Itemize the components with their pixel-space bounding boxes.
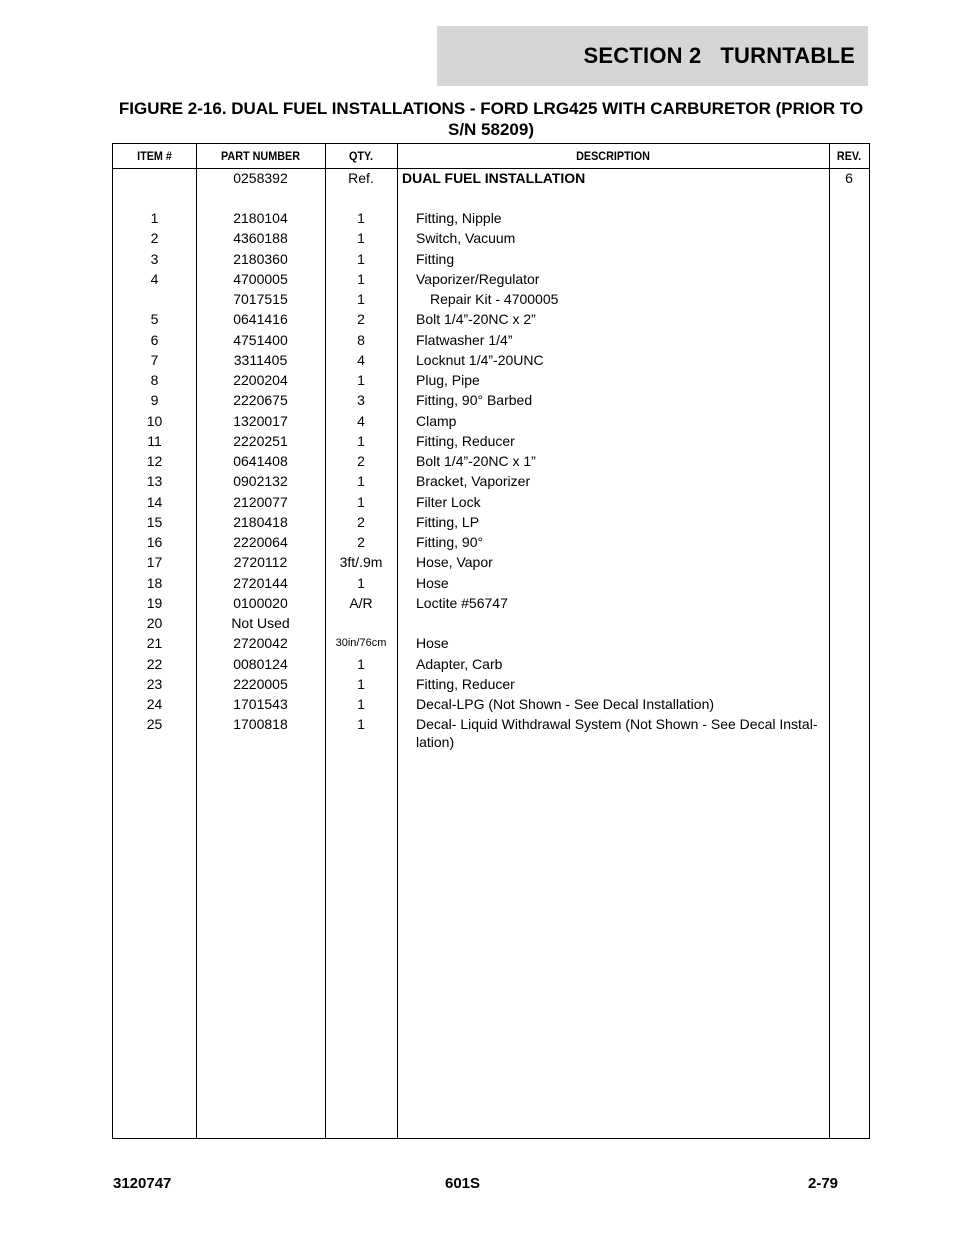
item-number-cell: 8 bbox=[150, 372, 159, 388]
part-number-cell: 2120077 bbox=[233, 493, 288, 510]
quantity-cell: 1 bbox=[357, 493, 365, 510]
quantity-cell: 30in/76cm bbox=[335, 637, 387, 650]
part-number-cell: 2220064 bbox=[233, 534, 288, 550]
quantity-cell: 2 bbox=[357, 513, 365, 530]
item-number-cell: 18 bbox=[146, 574, 163, 591]
part-number-cell: 2200204 bbox=[233, 372, 288, 388]
description-cell: Fitting, Nipple bbox=[416, 210, 502, 226]
item-number-cell: 2 bbox=[150, 230, 159, 247]
item-number-cell: 4 bbox=[150, 270, 159, 287]
item-number-cell: 7 bbox=[150, 351, 159, 368]
item-number-cell: 12 bbox=[146, 453, 163, 469]
part-number-cell: 3311405 bbox=[233, 351, 288, 368]
quantity-cell: 1 bbox=[357, 250, 365, 267]
header-qty: QTY. bbox=[348, 149, 373, 163]
description-cell: Fitting, Reducer bbox=[416, 675, 515, 692]
part-number-cell: 4700005 bbox=[233, 270, 288, 287]
item-number-cell: 22 bbox=[146, 655, 163, 672]
footer-model: 601S bbox=[445, 1175, 481, 1192]
description-cell: Clamp bbox=[416, 412, 457, 429]
figure-title-line-2: S/N 58209) bbox=[448, 120, 534, 139]
description-cell: Decal- Liquid Withdrawal System (Not Shown - See Decal Instal-lation) bbox=[416, 716, 818, 751]
description-cell: Bolt 1/4”-20NC x 1” bbox=[416, 453, 536, 469]
quantity-cell: 4 bbox=[357, 351, 365, 368]
header-rev: REV. bbox=[836, 149, 862, 163]
description-cell: Bolt 1/4”-20NC x 2” bbox=[416, 311, 536, 328]
quantity-cell: 1 bbox=[357, 574, 365, 591]
item-number-cell: 25 bbox=[146, 716, 163, 733]
description-cell: Switch, Vacuum bbox=[416, 230, 516, 247]
description-cell: Plug, Pipe bbox=[416, 372, 480, 388]
item-number-cell: 17 bbox=[146, 554, 163, 571]
part-number-cell: 7017515 bbox=[233, 291, 288, 307]
item-number-cell: 11 bbox=[147, 432, 162, 449]
item-number-cell: 5 bbox=[150, 311, 159, 328]
item-number-cell: 20 bbox=[146, 615, 163, 631]
item-number-cell: 21 bbox=[146, 635, 163, 652]
part-number-cell: 2220005 bbox=[233, 675, 288, 692]
part-number-cell: 1700818 bbox=[233, 716, 288, 733]
table-body bbox=[113, 168, 869, 1138]
description-cell: Hose bbox=[416, 635, 449, 652]
quantity-cell: 4 bbox=[357, 412, 365, 429]
footer-page-number: 2-79 bbox=[808, 1175, 839, 1192]
item-number-cell: 15 bbox=[146, 513, 163, 530]
item-number-cell: 13 bbox=[146, 473, 163, 490]
header-item: ITEM # bbox=[137, 149, 172, 163]
quantity-cell: 1 bbox=[357, 675, 365, 692]
part-number-cell: 2220675 bbox=[233, 392, 288, 409]
item-number-cell: 23 bbox=[146, 675, 163, 692]
description-cell: Adapter, Carb bbox=[416, 655, 503, 672]
revision-cell: 6 bbox=[845, 170, 853, 186]
part-number-cell: 2720144 bbox=[233, 574, 288, 591]
quantity-cell: 1 bbox=[357, 432, 365, 449]
description-cell: Fitting, 90° bbox=[416, 534, 484, 550]
quantity-cell: 1 bbox=[357, 696, 365, 712]
item-number-cell: 24 bbox=[146, 696, 163, 712]
description-cell: Fitting, Reducer bbox=[416, 432, 515, 449]
part-number-cell: 2180104 bbox=[233, 210, 288, 226]
item-number-cell: 19 bbox=[146, 594, 163, 611]
quantity-cell: 2 bbox=[357, 453, 365, 469]
part-number-cell: 4751400 bbox=[233, 331, 288, 348]
part-number-cell: 0100020 bbox=[233, 594, 288, 611]
description-cell: Bracket, Vaporizer bbox=[416, 473, 531, 490]
part-number-cell: 2180418 bbox=[233, 513, 288, 530]
quantity-cell: 1 bbox=[357, 372, 365, 388]
part-number-cell: 0902132 bbox=[233, 473, 288, 490]
header-part-number: PART NUMBER bbox=[220, 149, 301, 163]
description-cell: Vaporizer/Regulator bbox=[416, 270, 540, 287]
part-number-cell: 4360188 bbox=[233, 230, 288, 247]
quantity-cell: 1 bbox=[357, 716, 365, 733]
header-description: DESCRIPTION bbox=[576, 149, 650, 163]
description-cell: Fitting, LP bbox=[416, 513, 480, 530]
description-cell: Loctite #56747 bbox=[416, 594, 508, 611]
part-number-cell: 2720042 bbox=[233, 635, 288, 652]
description-cell: Hose, Vapor bbox=[416, 554, 493, 571]
description-cell: Filter Lock bbox=[416, 493, 481, 510]
figure-title-line-1: FIGURE 2-16. DUAL FUEL INSTALLATIONS - FORD LRG425 WITH CARBURETOR (PRIOR TO bbox=[118, 99, 864, 118]
quantity-cell: Ref. bbox=[348, 170, 374, 186]
quantity-cell: 1 bbox=[357, 270, 365, 287]
quantity-cell: 1 bbox=[357, 655, 365, 672]
description-cell: Flatwasher 1/4” bbox=[416, 331, 513, 348]
part-number-cell: Not Used bbox=[231, 615, 290, 631]
description-cell: Repair Kit - 4700005 bbox=[430, 291, 559, 307]
quantity-cell: 1 bbox=[357, 210, 365, 226]
item-number-cell: 10 bbox=[146, 412, 163, 429]
figure-title bbox=[112, 98, 870, 140]
part-number-cell: 2720112 bbox=[233, 554, 288, 571]
quantity-cell: A/R bbox=[349, 594, 373, 611]
part-number-cell: 2180360 bbox=[233, 250, 288, 267]
part-number-cell: 0641408 bbox=[233, 453, 288, 469]
part-number-cell: 1320017 bbox=[233, 412, 288, 429]
item-number-cell: 14 bbox=[146, 493, 163, 510]
quantity-cell: 1 bbox=[357, 473, 365, 490]
quantity-cell: 3 bbox=[357, 392, 365, 409]
quantity-cell: 1 bbox=[357, 291, 365, 307]
footer-doc-number: 3120747 bbox=[113, 1175, 172, 1192]
item-number-cell: 6 bbox=[150, 331, 159, 348]
item-number-cell: 1 bbox=[150, 210, 159, 226]
section-header bbox=[437, 26, 868, 86]
description-cell: Fitting, 90° Barbed bbox=[416, 392, 533, 409]
description-cell: Locknut 1/4”-20UNC bbox=[416, 351, 544, 368]
part-number-cell: 1701543 bbox=[233, 696, 288, 712]
description-cell: Decal-LPG (Not Shown - See Decal Installation) bbox=[416, 696, 715, 712]
part-number-cell: 0258392 bbox=[233, 170, 288, 186]
description-cell: Fitting bbox=[416, 250, 455, 267]
part-number-cell: 2220251 bbox=[233, 432, 288, 449]
quantity-cell: 2 bbox=[357, 534, 365, 550]
item-number-cell: 9 bbox=[150, 392, 159, 409]
part-number-cell: 0641416 bbox=[233, 311, 288, 328]
part-number-cell: 0080124 bbox=[233, 655, 288, 672]
item-number-cell: 3 bbox=[150, 250, 159, 267]
description-cell: DUAL FUEL INSTALLATION bbox=[402, 170, 586, 186]
quantity-cell: 8 bbox=[357, 331, 365, 348]
parts-table bbox=[112, 143, 870, 1139]
quantity-cell: 1 bbox=[357, 230, 365, 247]
quantity-cell: 2 bbox=[357, 311, 365, 328]
section-title: SECTION 2 TURNTABLE bbox=[583, 43, 855, 68]
description-cell: Hose bbox=[416, 574, 449, 591]
item-number-cell: 16 bbox=[146, 534, 163, 550]
quantity-cell: 3ft/.9m bbox=[339, 554, 383, 571]
